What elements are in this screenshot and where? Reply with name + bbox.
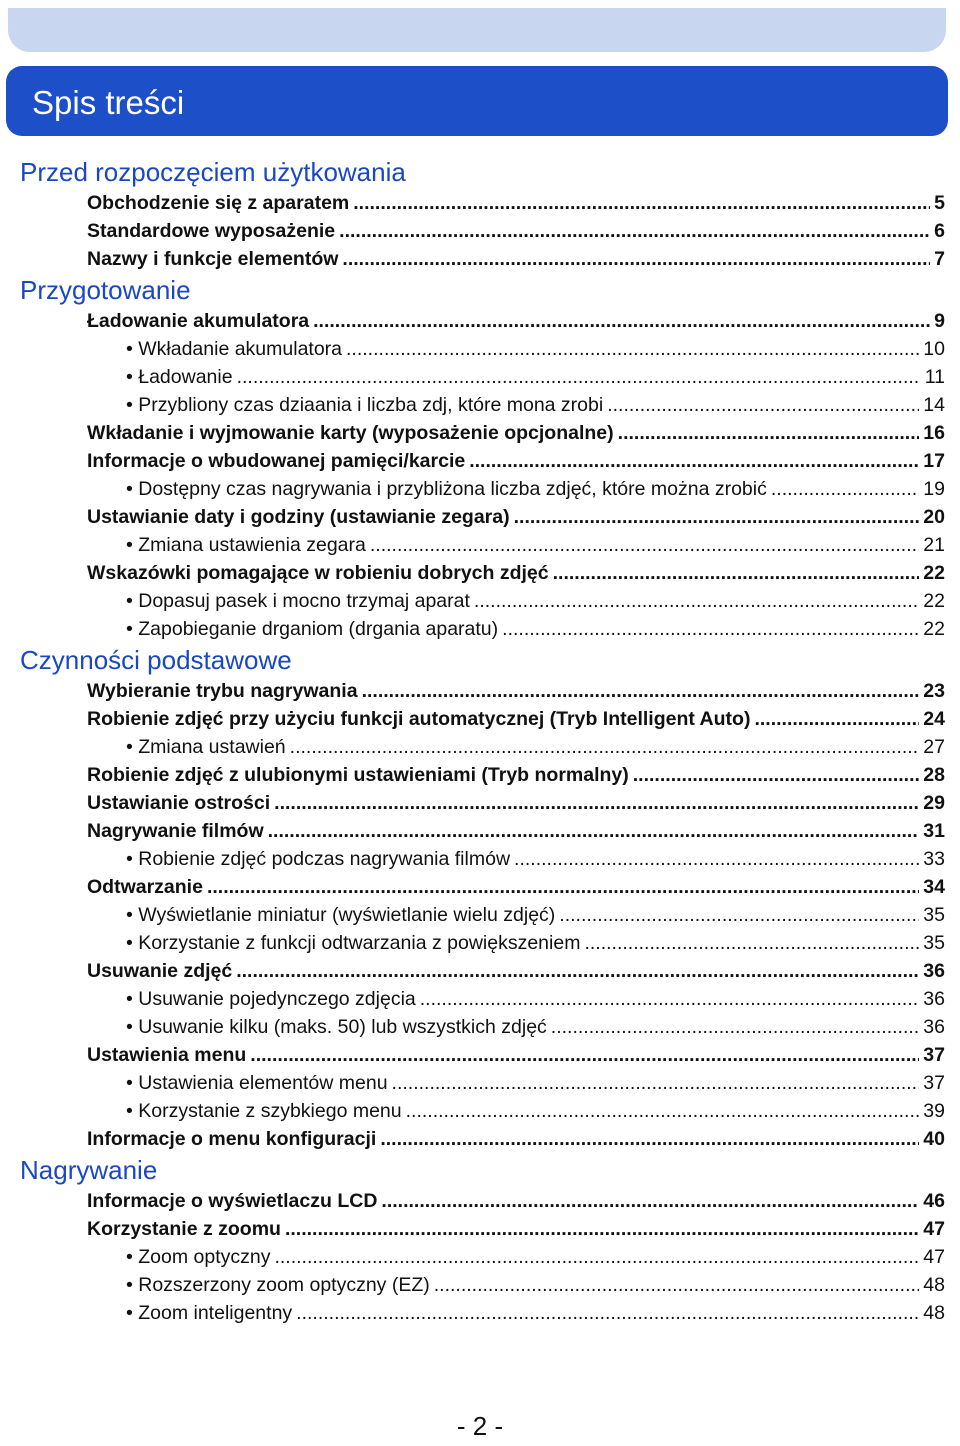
table-of-contents — [0, 155, 960, 1327]
toc-entry-label: • Wkładanie akumulatora — [126, 338, 343, 360]
toc-entry[interactable] — [0, 677, 945, 705]
toc-subentry[interactable] — [0, 985, 945, 1013]
toc-entry[interactable] — [0, 957, 945, 985]
toc-entry-page: 35 — [923, 904, 945, 926]
toc-entry-page: 37 — [923, 1044, 945, 1066]
toc-entry-page: 16 — [923, 422, 945, 444]
toc-entry-label: • Usuwanie kilku (maks. 50) lub wszystkich zdjęć — [126, 1016, 547, 1038]
toc-subentry[interactable] — [0, 531, 945, 559]
dot-leader — [502, 615, 919, 643]
toc-entry-label: Usuwanie zdjęć — [87, 960, 233, 982]
toc-entry-page: 7 — [934, 248, 945, 270]
toc-entry-label: Standardowe wyposażenie — [87, 220, 336, 242]
toc-entry-label: Obchodzenie się z aparatem — [87, 192, 350, 214]
toc-subentry[interactable] — [0, 1097, 945, 1125]
page-title: Spis treści — [32, 84, 185, 121]
dot-leader — [268, 817, 920, 845]
dot-leader — [313, 307, 930, 335]
dot-leader — [285, 1215, 919, 1243]
toc-entry[interactable] — [0, 307, 945, 335]
toc-entry-page: 36 — [923, 988, 945, 1010]
toc-entry-label: • Robienie zdjęć podczas nagrywania filmów — [126, 848, 511, 870]
toc-entry-label: • Wyświetlanie miniatur (wyświetlanie wielu zdjęć) — [126, 904, 556, 926]
toc-entry-page: 14 — [923, 394, 945, 416]
toc-entry-page: 24 — [923, 708, 945, 730]
toc-entry-label: Informacje o wbudowanej pamięci/karcie — [87, 450, 466, 472]
dot-leader — [342, 245, 930, 273]
toc-entry[interactable] — [0, 419, 945, 447]
dot-leader — [607, 391, 919, 419]
toc-entry-page: 33 — [923, 848, 945, 870]
toc-entry-label: Robienie zdjęć przy użyciu funkcji automatycznej (Tryb Intelligent Auto) — [87, 708, 751, 730]
toc-entry-page: 29 — [923, 792, 945, 814]
toc-entry-page: 22 — [923, 590, 945, 612]
dot-leader — [553, 559, 920, 587]
toc-entry-page: 28 — [923, 764, 945, 786]
toc-subentry[interactable] — [0, 733, 945, 761]
toc-entry-page: 35 — [923, 932, 945, 954]
toc-entry[interactable] — [0, 245, 945, 273]
toc-entry[interactable] — [0, 189, 945, 217]
toc-entry-label: • Dostępny czas nagrywania i przybliżona liczba zdjęć, które można zrobić — [126, 478, 767, 500]
dot-leader — [551, 1013, 920, 1041]
dot-leader — [250, 1041, 919, 1069]
dot-leader — [559, 901, 919, 929]
toc-entry-label: • Ustawienia elementów menu — [126, 1072, 388, 1094]
dot-leader — [296, 1299, 919, 1327]
toc-subentry[interactable] — [0, 335, 945, 363]
dot-leader — [514, 503, 920, 531]
toc-entry-page: 6 — [934, 220, 945, 242]
toc-entry-page: 47 — [923, 1218, 945, 1240]
toc-entry-page: 9 — [934, 310, 945, 332]
toc-entry[interactable] — [0, 1215, 945, 1243]
toc-entry[interactable] — [0, 217, 945, 245]
toc-subentry[interactable] — [0, 929, 945, 957]
dot-leader — [514, 845, 919, 873]
toc-entry-label: • Zapobieganie drganiom (drgania aparatu) — [126, 618, 499, 640]
toc-entry-label: • Zmiana ustawień — [126, 736, 286, 758]
toc-entry-label: • Rozszerzony zoom optyczny (EZ) — [126, 1274, 430, 1296]
dot-leader — [474, 587, 919, 615]
dot-leader — [339, 217, 930, 245]
dot-leader — [274, 789, 919, 817]
toc-subentry[interactable] — [0, 1271, 945, 1299]
toc-entry-page: 48 — [923, 1274, 945, 1296]
toc-entry[interactable] — [0, 1187, 945, 1215]
toc-entry-label: • Zmiana ustawienia zegara — [126, 534, 366, 556]
toc-entry[interactable] — [0, 873, 945, 901]
toc-subentry[interactable] — [0, 475, 945, 503]
dot-leader — [207, 873, 919, 901]
dot-leader — [633, 761, 920, 789]
toc-entry-page: 39 — [923, 1100, 945, 1122]
dot-leader — [362, 677, 920, 705]
toc-subentry[interactable] — [0, 845, 945, 873]
toc-entry[interactable] — [0, 1041, 945, 1069]
toc-entry-label: Ustawienia menu — [87, 1044, 247, 1066]
toc-entry-page: 22 — [923, 562, 945, 584]
toc-entry-label: • Ładowanie — [126, 366, 233, 388]
toc-entry[interactable] — [0, 817, 945, 845]
toc-entry-label: Informacje o wyświetlaczu LCD — [87, 1190, 378, 1212]
toc-entry-label: Ustawianie daty i godziny (ustawianie zegara) — [87, 506, 510, 528]
dot-leader — [353, 189, 930, 217]
section-heading: Czynności podstawowe — [20, 645, 292, 675]
toc-entry-page: 19 — [923, 478, 945, 500]
toc-entry-page: 36 — [923, 1016, 945, 1038]
section-heading: Przygotowanie — [20, 275, 191, 305]
toc-entry-page: 46 — [923, 1190, 945, 1212]
toc-entry-label: Korzystanie z zoomu — [87, 1218, 281, 1240]
toc-entry-page: 20 — [923, 506, 945, 528]
toc-entry-label: Robienie zdjęć z ulubionymi ustawieniami (Tryb normalny) — [87, 764, 629, 786]
toc-entry-label: Nazwy i funkcje elementów — [87, 248, 339, 270]
dot-leader — [754, 705, 919, 733]
toc-subentry[interactable] — [0, 1299, 945, 1327]
dot-leader — [392, 1069, 920, 1097]
toc-entry[interactable] — [0, 705, 945, 733]
toc-entry[interactable] — [0, 503, 945, 531]
toc-entry-label: • Dopasuj pasek i mocno trzymaj aparat — [126, 590, 470, 612]
toc-entry-page: 22 — [923, 618, 945, 640]
dot-leader — [420, 985, 920, 1013]
toc-entry-label: Informacje o menu konfiguracji — [87, 1128, 377, 1150]
toc-entry-label: • Przybliony czas dziaania i liczba zdj, które mona zrobi — [126, 394, 604, 416]
dot-leader — [381, 1187, 919, 1215]
toc-entry-label: Wybieranie trybu nagrywania — [87, 680, 358, 702]
toc-entry-label: • Korzystanie z funkcji odtwarzania z powiększeniem — [126, 932, 581, 954]
toc-entry-label: Wkładanie i wyjmowanie karty (wyposażenie opcjonalne) — [87, 422, 614, 444]
toc-entry-label: • Zoom optyczny — [126, 1246, 271, 1268]
toc-entry[interactable] — [0, 447, 945, 475]
toc-entry-label: Odtwarzanie — [87, 876, 203, 898]
dot-leader — [469, 447, 919, 475]
toc-entry-label: Nagrywanie filmów — [87, 820, 264, 842]
toc-entry[interactable] — [0, 559, 945, 587]
top-decorative-strip — [8, 8, 946, 52]
dot-leader — [434, 1271, 920, 1299]
toc-entry-page: 10 — [923, 338, 945, 360]
toc-entry-page: 31 — [923, 820, 945, 842]
dot-leader — [274, 1243, 919, 1271]
toc-subentry[interactable] — [0, 615, 945, 643]
dot-leader — [380, 1125, 919, 1153]
dot-leader — [584, 929, 919, 957]
dot-leader — [406, 1097, 920, 1125]
toc-entry-label: Ładowanie akumulatora — [87, 310, 310, 332]
dot-leader — [346, 335, 919, 363]
toc-entry-label: • Zoom inteligentny — [126, 1302, 293, 1324]
toc-entry-page: 27 — [923, 736, 945, 758]
toc-entry[interactable] — [0, 789, 945, 817]
toc-subentry[interactable] — [0, 901, 945, 929]
toc-entry-page: 21 — [923, 534, 945, 556]
toc-subentry[interactable] — [0, 391, 945, 419]
toc-entry-label: • Usuwanie pojedynczego zdjęcia — [126, 988, 416, 1010]
dot-leader — [290, 733, 920, 761]
toc-entry[interactable] — [0, 1125, 945, 1153]
toc-entry-label: Wskazówki pomagające w robieniu dobrych zdjęć — [87, 562, 549, 584]
toc-entry-label: • Korzystanie z szybkiego menu — [126, 1100, 402, 1122]
toc-subentry[interactable] — [0, 1013, 945, 1041]
toc-entry-page: 5 — [934, 192, 945, 214]
toc-entry-page: 40 — [923, 1128, 945, 1150]
toc-entry-page: 37 — [923, 1072, 945, 1094]
toc-entry-page: 48 — [923, 1302, 945, 1324]
section-heading: Przed rozpoczęciem użytkowania — [20, 157, 406, 187]
toc-subentry[interactable] — [0, 587, 945, 615]
section-heading: Nagrywanie — [20, 1155, 158, 1185]
toc-entry-label: Ustawianie ostrości — [87, 792, 271, 814]
toc-entry-page: 34 — [923, 876, 945, 898]
toc-entry-page: 17 — [923, 450, 945, 472]
page-number: - 2 - — [456, 1411, 504, 1441]
toc-entry-page: 47 — [923, 1246, 945, 1268]
title-banner — [6, 66, 948, 136]
dot-leader — [771, 475, 919, 503]
dot-leader — [237, 363, 921, 391]
dot-leader — [236, 957, 919, 985]
toc-entry-page: 23 — [923, 680, 945, 702]
dot-leader — [618, 419, 920, 447]
toc-subentry[interactable] — [0, 1243, 945, 1271]
toc-subentry[interactable] — [0, 363, 945, 391]
toc-entry-page: 36 — [923, 960, 945, 982]
toc-entry-page: 11 — [924, 366, 945, 388]
toc-subentry[interactable] — [0, 1069, 945, 1097]
dot-leader — [370, 531, 919, 559]
toc-entry[interactable] — [0, 761, 945, 789]
